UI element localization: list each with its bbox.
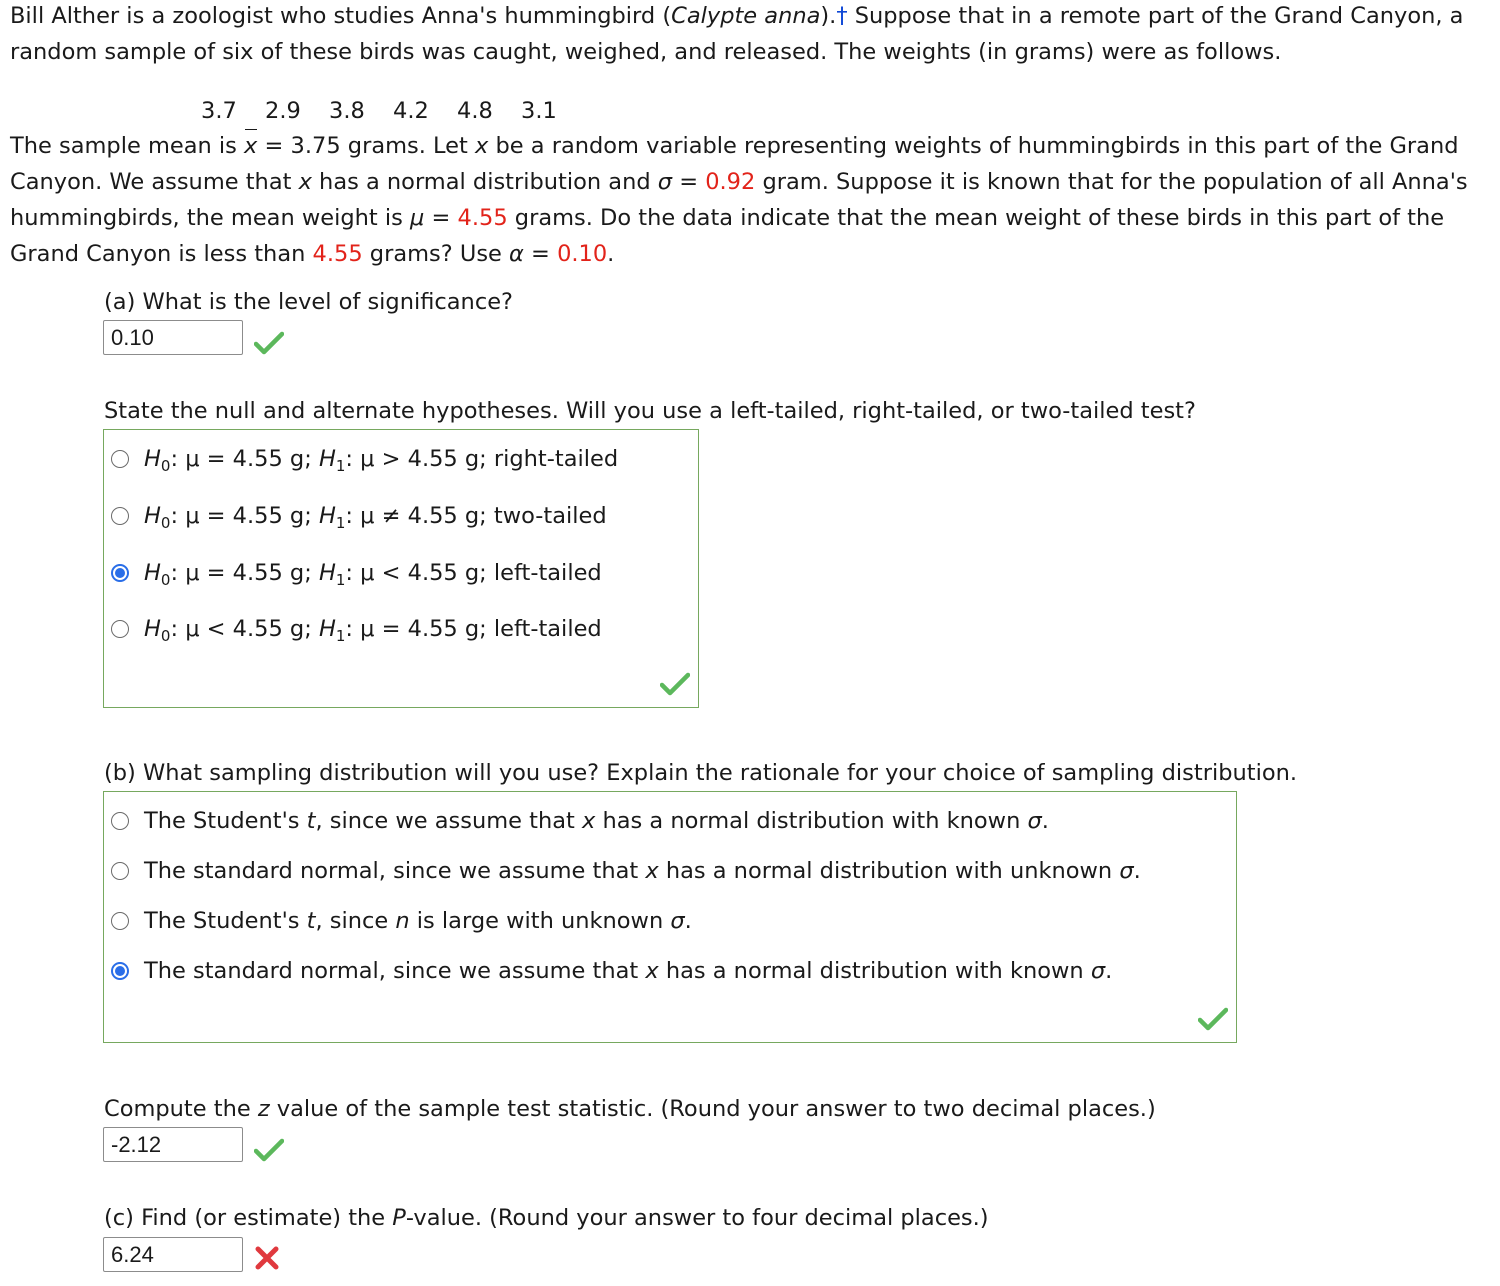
distribution-option-t-known-sigma[interactable] <box>111 801 1049 841</box>
question-c-prompt: (c) Find (or estimate) the P-value. (Round your answer to four decimal places.) <box>104 1205 989 1231</box>
correct-check-icon <box>254 331 284 355</box>
radio-button-selected[interactable] <box>111 962 129 980</box>
option-label: $H_0$: μ = 4.55 g; $H_1$: μ > 4.55 g; right-tailed <box>144 446 619 475</box>
p-value-input[interactable] <box>103 1237 243 1272</box>
sigma-value: 0.92 <box>705 169 756 195</box>
radio-button[interactable] <box>111 620 129 638</box>
problem-statement: The sample mean is x = 3.75 grams. Let x be a random variable representing weights of hummingbirds in this part of the Grand Canyon. We assume that x has a normal distribution and σ = 0.92 gram. Suppose it is known that for the population of all Anna's hummingbirds, the mean weight is μ = 4.55 grams. Do the data indicate that the mean weight of these birds in this part of the Grand Canyon is less than 4.55 grams? Use α = 0.10. <box>10 128 1490 272</box>
correct-check-icon <box>660 672 690 696</box>
weight-value: 3.7 <box>201 98 237 124</box>
distribution-option-normal-known-sigma[interactable] <box>111 951 1112 991</box>
radio-button[interactable] <box>111 450 129 468</box>
hypothesis-option-right-tailed[interactable] <box>111 439 618 479</box>
weights-data <box>201 93 557 129</box>
radio-button[interactable] <box>111 862 129 880</box>
option-label: $H_0$: μ < 4.55 g; $H_1$: μ = 4.55 g; left-tailed <box>144 616 602 645</box>
mu-value: 4.55 <box>312 241 363 267</box>
weight-value: 3.1 <box>521 98 557 124</box>
option-label: $H_0$: μ = 4.55 g; $H_1$: μ ≠ 4.55 g; two-tailed <box>144 503 607 532</box>
mu-value: 4.55 <box>457 205 508 231</box>
hypotheses-prompt: State the null and alternate hypotheses. Will you use a left-tailed, right-tailed, or two-tailed test? <box>104 398 1196 424</box>
radio-button-selected[interactable] <box>111 564 129 582</box>
incorrect-x-icon <box>254 1245 280 1271</box>
option-label: $H_0$: μ = 4.55 g; $H_1$: μ < 4.55 g; left-tailed <box>144 560 602 589</box>
weight-value: 4.8 <box>457 98 493 124</box>
distribution-option-normal-unknown-sigma[interactable] <box>111 851 1141 891</box>
alpha-value: 0.10 <box>557 241 608 267</box>
radio-button[interactable] <box>111 812 129 830</box>
radio-button[interactable] <box>111 507 129 525</box>
z-value-input[interactable] <box>103 1127 243 1162</box>
hypothesis-option-null-less-than[interactable] <box>111 609 602 649</box>
significance-level-input[interactable] <box>103 320 243 355</box>
hypothesis-option-two-tailed[interactable] <box>111 496 607 536</box>
weight-value: 3.8 <box>329 98 365 124</box>
option-label: The standard normal, since we assume that x has a normal distribution with known σ. <box>144 958 1113 984</box>
radio-button[interactable] <box>111 912 129 930</box>
option-label: The Student's t, since n is large with unknown σ. <box>144 908 692 934</box>
question-b-prompt: (b) What sampling distribution will you use? Explain the rationale for your choice of sampling distribution. <box>104 760 1297 786</box>
z-value-prompt: Compute the z value of the sample test statistic. (Round your answer to two decimal places.) <box>104 1096 1156 1122</box>
weight-value: 2.9 <box>265 98 301 124</box>
problem-intro: Bill Alther is a zoologist who studies Anna's hummingbird (Calypte anna).† Suppose that in a remote part of the Grand Canyon, a random sample of six of these birds was caught, weighed, and released. The weights (in grams) were as follows. <box>10 3 1464 65</box>
hypotheses-options-group <box>103 429 699 708</box>
sampling-distribution-options-group <box>103 791 1237 1043</box>
correct-check-icon <box>254 1138 284 1162</box>
option-label: The standard normal, since we assume that x has a normal distribution with unknown σ. <box>144 858 1141 884</box>
distribution-option-t-large-n[interactable] <box>111 901 692 941</box>
correct-check-icon <box>1198 1007 1228 1031</box>
question-a-prompt: (a) What is the level of significance? <box>104 289 513 315</box>
option-label: The Student's t, since we assume that x has a normal distribution with known σ. <box>144 808 1049 834</box>
weight-value: 4.2 <box>393 98 429 124</box>
sample-mean-symbol: x <box>244 128 257 164</box>
footnote-dagger-link[interactable]: † <box>836 3 848 29</box>
hypothesis-option-left-tailed[interactable] <box>111 553 602 593</box>
